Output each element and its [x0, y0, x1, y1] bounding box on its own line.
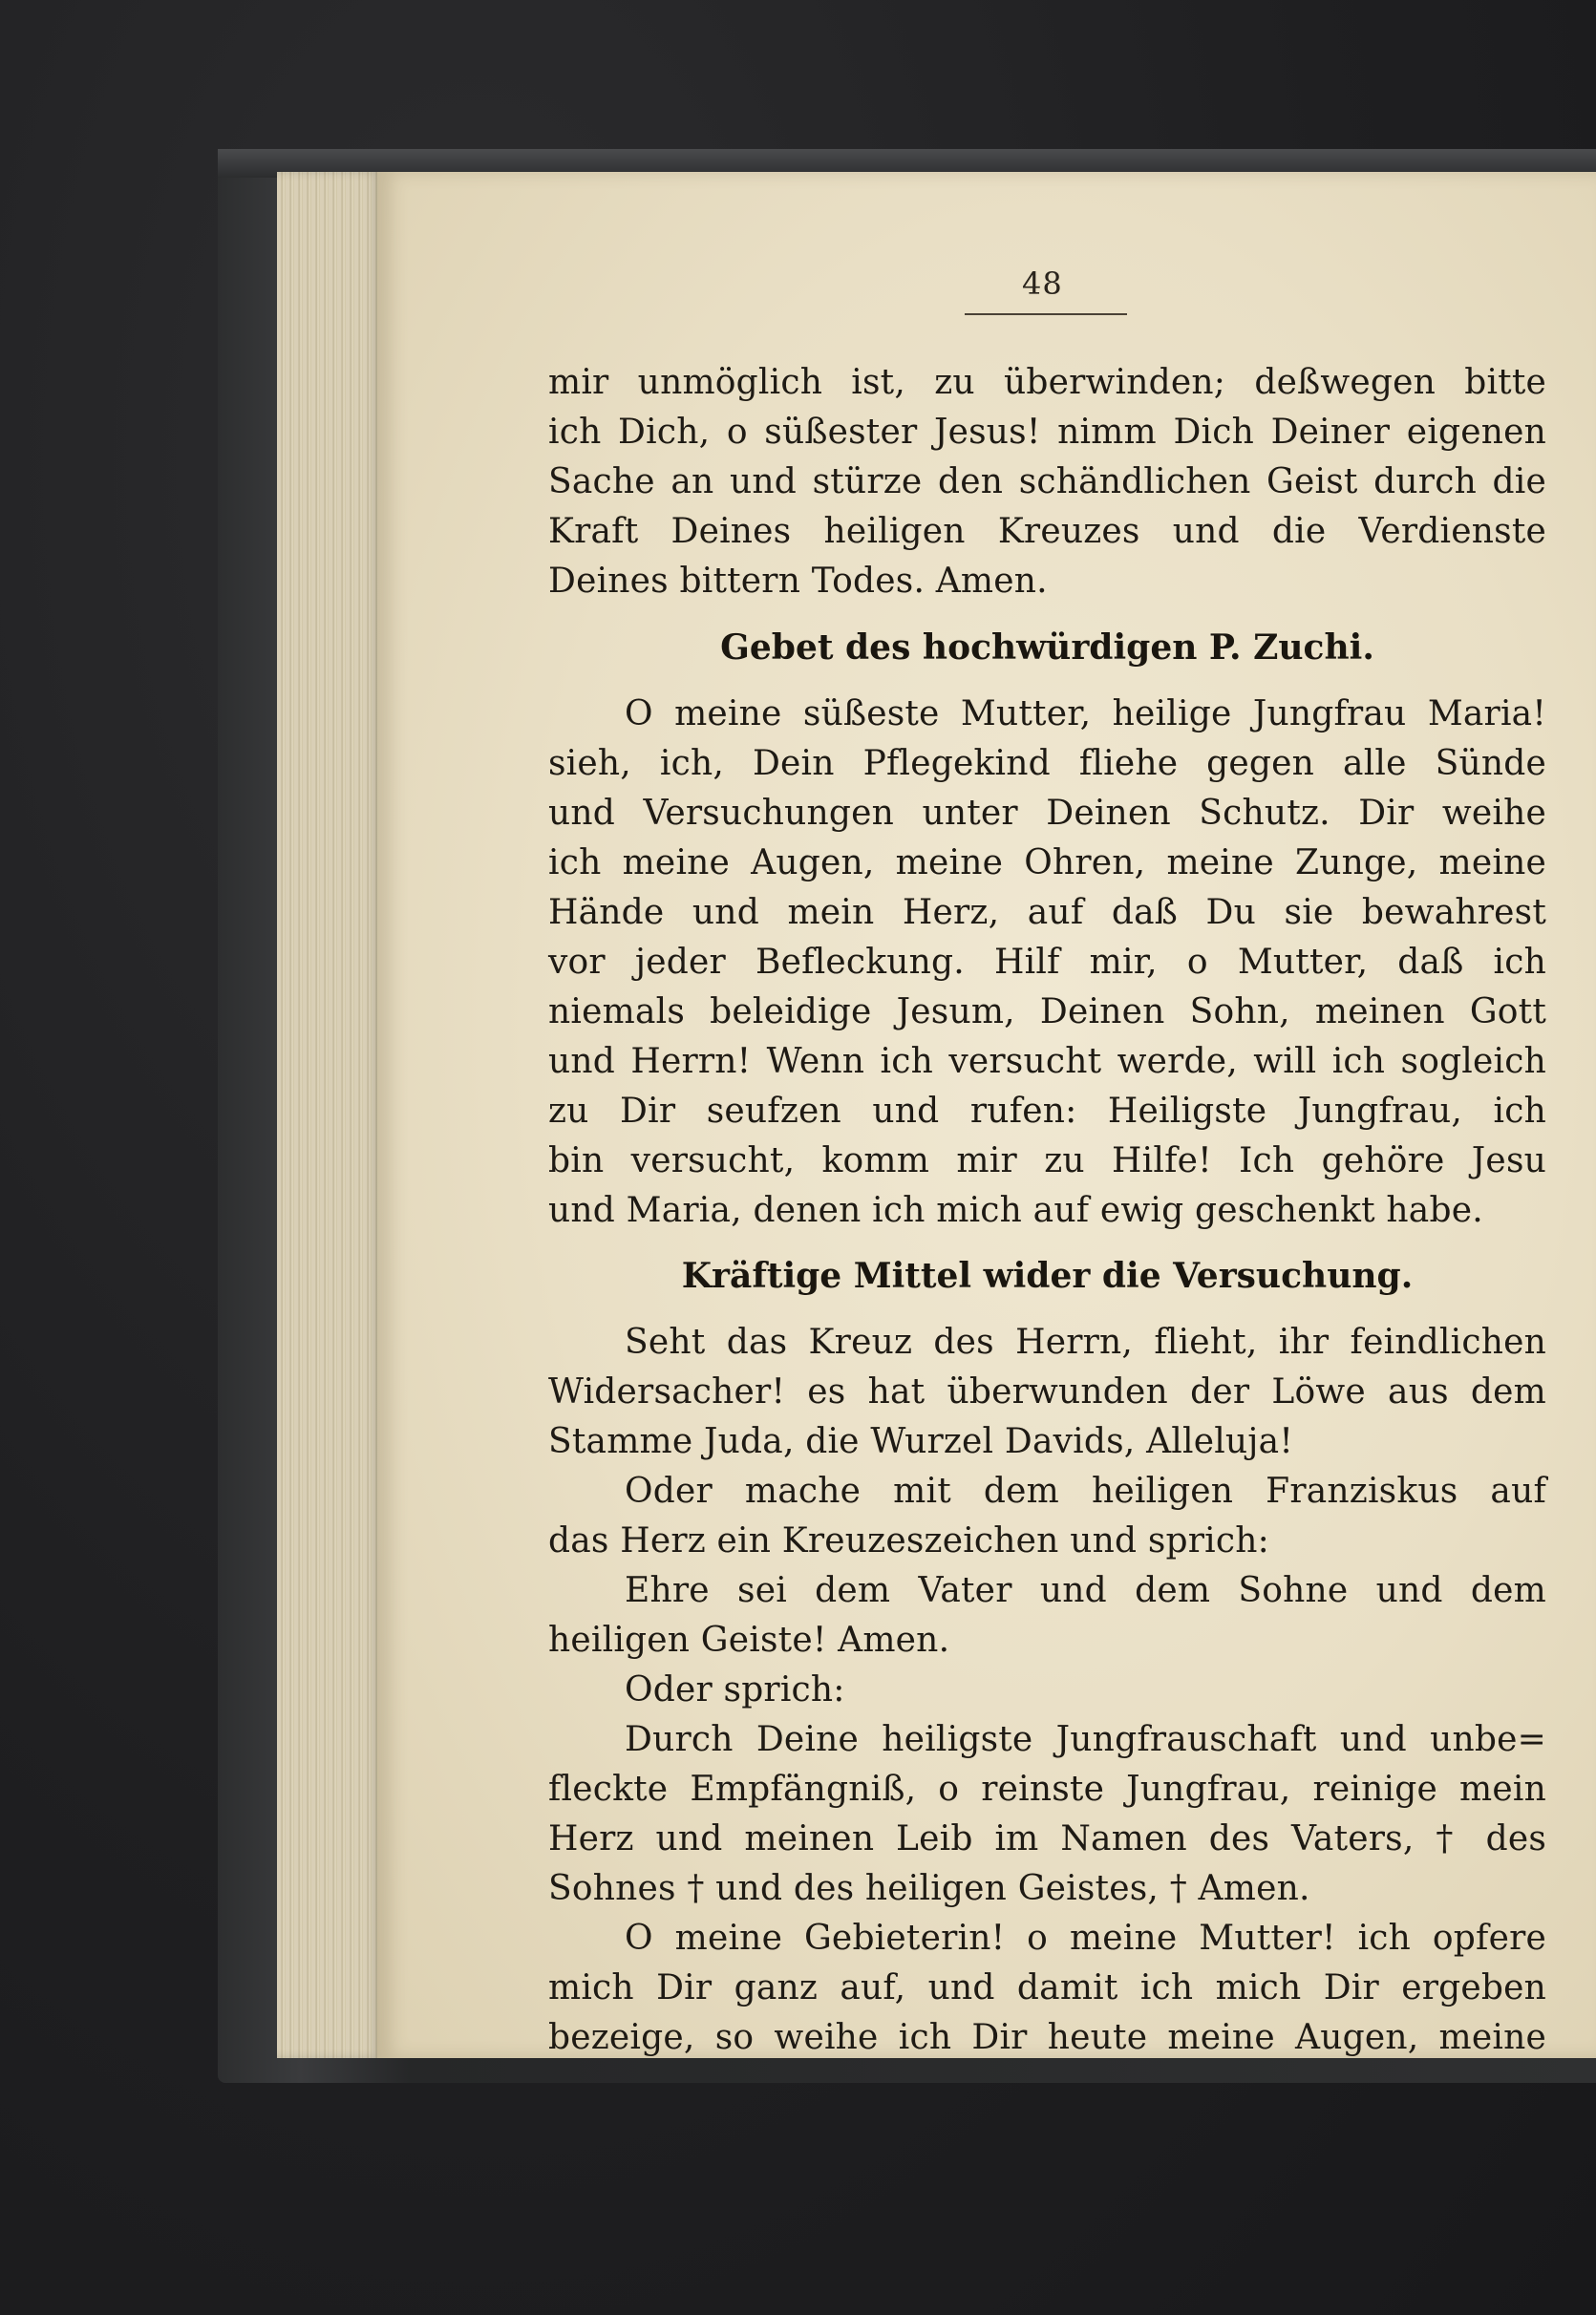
section-heading: Kräftige Mittel wider die Versuchung.: [681, 1256, 1414, 1296]
text-line: mir unmöglich ist, zu überwinden; deßwegen bitte: [548, 363, 1546, 402]
text-line: bin versucht, komm mir zu Hilfe! Ich gehöre Jesu: [548, 1141, 1546, 1180]
text-line: Herz und meinen Leib im Namen des Vaters, † des: [548, 1819, 1546, 1858]
text-line: ich Dich, o süßester Jesus! nimm Dich Deiner eigenen: [548, 413, 1546, 452]
text-line: Sohnes † und des heiligen Geistes, † Amen.: [548, 1869, 1310, 1908]
text-line: fleckte Empfängniß, o reinste Jungfrau, reinige mein: [548, 1770, 1546, 1809]
text-line: Durch Deine heiligste Jungfrauschaft und unbe=: [625, 1720, 1546, 1759]
text-line: O meine süßeste Mutter, heilige Jungfrau Maria!: [625, 694, 1546, 733]
text-line: und Versuchungen unter Deinen Schutz. Dir weihe: [548, 794, 1546, 833]
text-line: vor jeder Befleckung. Hilf mir, o Mutter, daß ich: [548, 943, 1546, 982]
text-line: und Maria, denen ich mich auf ewig geschenkt habe.: [548, 1191, 1483, 1230]
text-line: Sache an und stürze den schändlichen Geist durch die: [548, 462, 1546, 501]
text-line: das Herz ein Kreuzeszeichen und sprich:: [548, 1521, 1269, 1561]
text-line: Kraft Deines heiligen Kreuzes und die Verdienste: [548, 512, 1546, 551]
text-line: O meine Gebieterin! o meine Mutter! ich opfere: [625, 1919, 1546, 1958]
text-line: mich Dir ganz auf, und damit ich mich Dir ergeben: [548, 1968, 1546, 2007]
text-line: bezeige, so weihe ich Dir heute meine Augen, meine: [548, 2018, 1546, 2057]
text-line: ich meine Augen, meine Ohren, meine Zunge, meine: [548, 843, 1546, 882]
text-line: Widersacher! es hat überwunden der Löwe aus dem: [548, 1372, 1546, 1412]
text-line: Oder sprich:: [625, 1670, 845, 1710]
text-line: Oder mache mit dem heiligen Franziskus auf: [625, 1472, 1546, 1511]
page-stack-edge: [277, 172, 382, 2058]
text-line: Deines bittern Todes. Amen.: [548, 562, 1048, 601]
text-line: Hände und mein Herz, auf daß Du sie bewahrest: [548, 893, 1546, 932]
section-heading: Gebet des hochwürdigen P. Zuchi.: [720, 627, 1374, 668]
text-line: Stamme Juda, die Wurzel Davids, Alleluja!: [548, 1422, 1294, 1461]
text-line: zu Dir seufzen und rufen: Heiligste Jungfrau, ich: [548, 1092, 1546, 1131]
header-rule: [965, 313, 1127, 315]
text-line: Seht das Kreuz des Herrn, flieht, ihr feindlichen: [625, 1323, 1546, 1362]
text-line: heiligen Geiste! Amen.: [548, 1621, 950, 1660]
text-line: niemals beleidige Jesum, Deinen Sohn, meinen Gott: [548, 992, 1546, 1031]
text-line: und Herrn! Wenn ich versucht werde, will ich sogleich: [548, 1042, 1546, 1081]
text-line: Ehre sei dem Vater und dem Sohne und dem: [625, 1571, 1546, 1610]
page-number: 48: [1022, 265, 1063, 302]
text-line: sieh, ich, Dein Pflegekind fliehe gegen alle Sünde: [548, 744, 1546, 783]
